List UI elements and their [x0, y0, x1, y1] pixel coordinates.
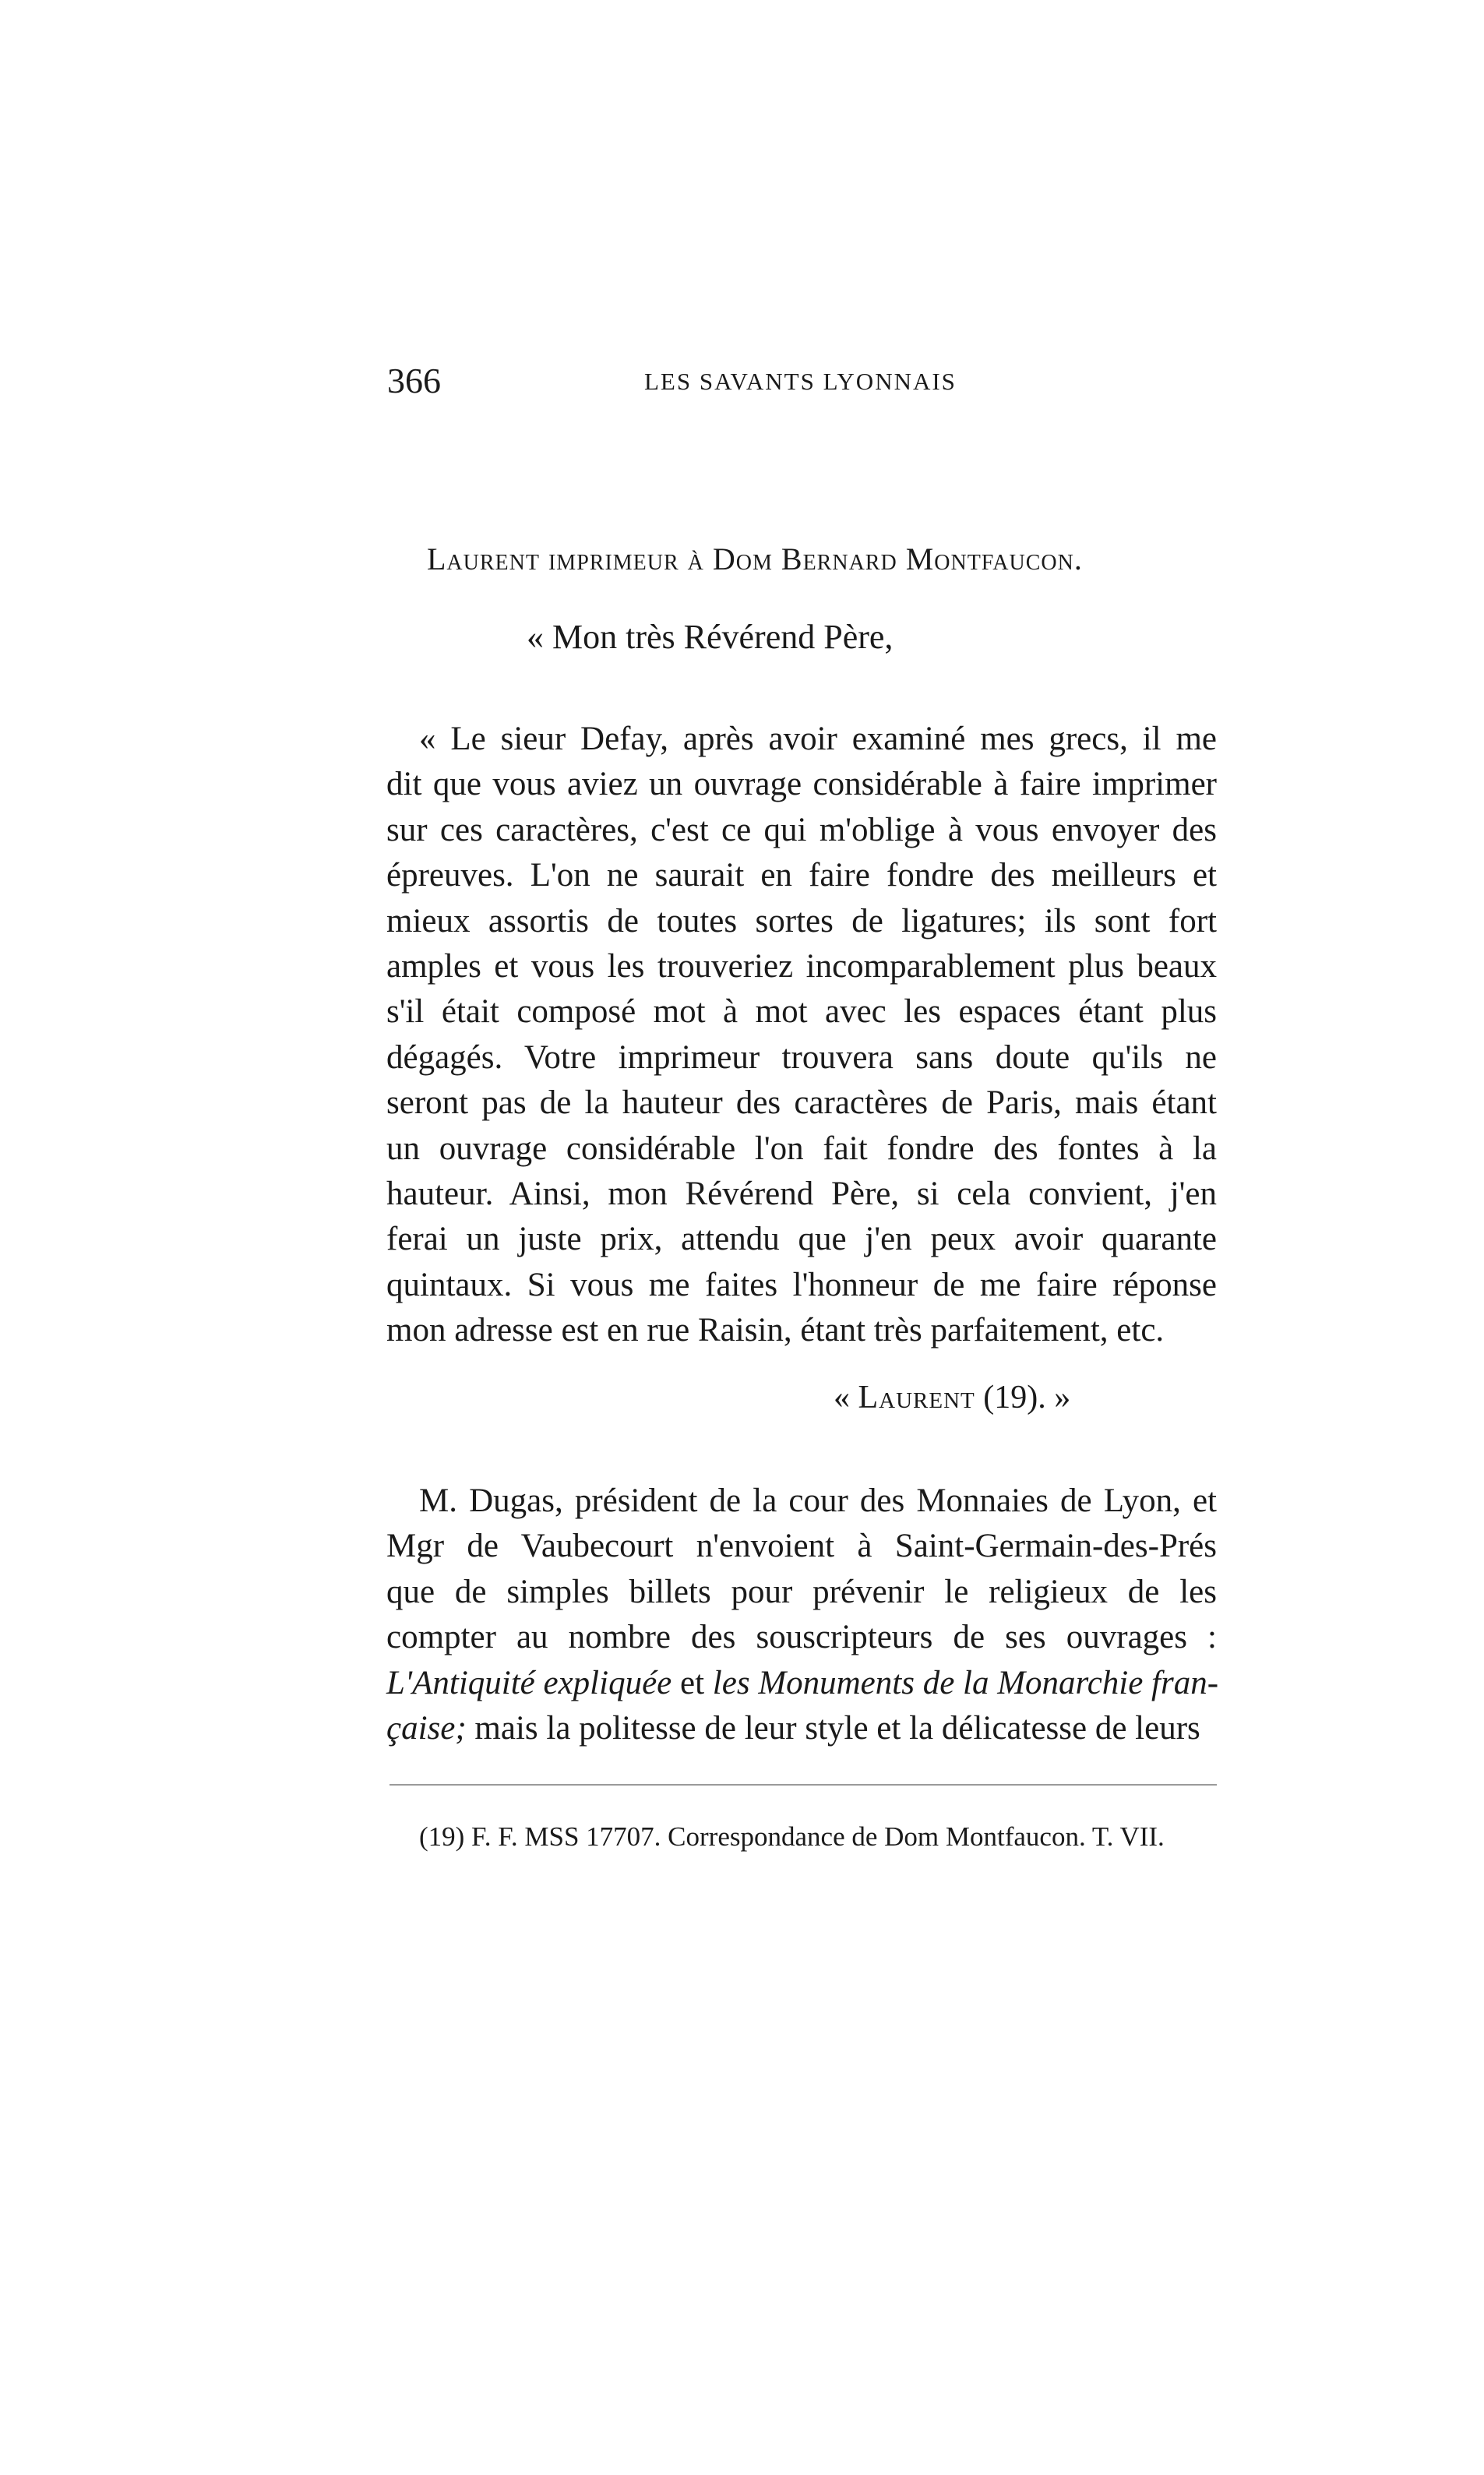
- paragraph-line: M. Dugas, président de la cour des Monnaies de Lyon, et: [419, 1483, 1217, 1519]
- signature-name: Laurent: [858, 1380, 975, 1416]
- signature: [834, 1379, 1070, 1416]
- letter-line: dégagés. Votre imprimeur trouvera sans doute qu'ils ne: [386, 1038, 1217, 1076]
- letter-line: un ouvrage considérable l'on fait fondre des fontes à la: [386, 1130, 1217, 1167]
- narrative-paragraph: [386, 1479, 1217, 1751]
- letter-line: amples et vous les trouveriez incomparablement plus beaux: [386, 947, 1217, 985]
- paragraph-line: [386, 1706, 1217, 1751]
- letter-line: s'il était composé mot à mot avec les espaces étant plus: [386, 993, 1217, 1031]
- salutation: « Mon très Révérend Père,: [527, 618, 894, 656]
- title-monuments-end: çaise;: [386, 1709, 467, 1747]
- running-head: [387, 360, 1218, 407]
- signature-footnote-ref: (19). »: [975, 1380, 1071, 1416]
- footnote-rule: [390, 1784, 1217, 1786]
- letter-body: [386, 717, 1217, 1353]
- letter-line: ferai un juste prix, attendu que j'en peux avoir quarante: [386, 1221, 1217, 1258]
- letter-line: mon adresse est en rue Raisin, étant très parfaitement, etc.: [386, 1312, 1165, 1349]
- letter-line: dit que vous aviez un ouvrage considérable à faire imprimer: [386, 766, 1217, 803]
- letter-line: épreuves. L'on ne saurait en faire fondre des meilleurs et: [386, 857, 1217, 894]
- paragraph-line-rest: mais la politesse de leur style et la délicatesse de leurs: [466, 1709, 1200, 1747]
- letter-line: seront pas de la hauteur des caractères de Paris, mais étant: [386, 1084, 1217, 1122]
- paragraph-line: compter au nombre des souscripteurs de ses ouvrages :: [386, 1619, 1217, 1656]
- title-antiquite: L'Antiquité expliquée: [386, 1664, 672, 1701]
- letter-line: « Le sieur Defay, après avoir examiné mes grecs, il me: [419, 721, 1217, 757]
- letter-heading: Laurent imprimeur à Dom Bernard Montfaucon.: [427, 541, 1083, 576]
- title-monuments: les Monuments de la Monarchie fran-: [712, 1664, 1219, 1701]
- letter-line: mieux assortis de toutes sortes de ligatures; ils sont fort: [386, 902, 1217, 940]
- letter-line: sur ces caractères, c'est ce qui m'oblige à vous envoyer des: [386, 811, 1217, 848]
- footnote: (19) F. F. MSS 17707. Correspondance de Dom Montfaucon. T. VII.: [419, 1821, 1165, 1852]
- running-title: LES SAVANTS LYONNAIS: [644, 368, 957, 395]
- letter-line: hauteur. Ainsi, mon Révérend Père, si cela convient, j'en: [386, 1175, 1217, 1212]
- page-number: 366: [387, 361, 441, 400]
- signature-open-quote: «: [834, 1380, 858, 1416]
- paragraph-line: que de simples billets pour prévenir le religieux de les: [386, 1573, 1217, 1610]
- paragraph-line: [386, 1661, 1217, 1706]
- letter-line: quintaux. Si vous me faites l'honneur de me faire réponse: [386, 1266, 1217, 1303]
- paragraph-line: Mgr de Vaubecourt n'envoient à Saint-Germain-des-Prés: [386, 1528, 1217, 1565]
- conjunction: et: [672, 1664, 713, 1701]
